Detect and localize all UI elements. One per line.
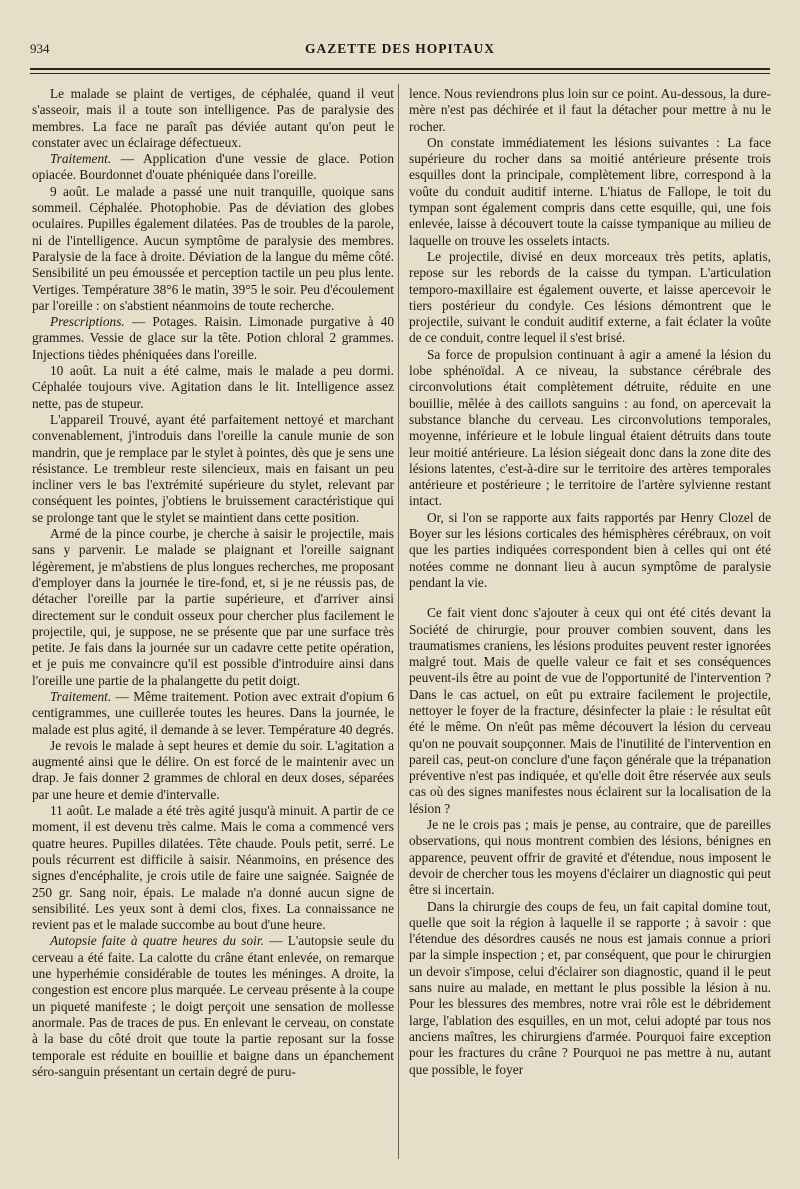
paragraph [32,184,394,314]
header-rule-thin [30,73,770,74]
paragraph [32,412,394,526]
paragraph-text: 11 août. Le malade a été très agité jusqu'à minuit. A partir de ce moment, il est devenu très calme. Mais le coma a commencé vers quatre heures. Pupilles dilatées. Tête chaude. Pouls petit, serré. Le pouls récurrent est difficile à saisir. Néanmoins, en présence des signes d'encéphalite, je crois utile de faire une saignée. Saignée de 250 gr. Sang noir, épais. Le malade n'a donné aucun signe de sensibilité. Les yeux sont à demi clos, fixes. La connaissance ne revient pas et le malade succombe au bout d'une heure. [32,803,394,933]
paragraph-text: — Même traitement. Potion avec extrait d'opium 6 centigrammes, une cuillerée toutes les heures. Dans la journée, le malade est plus agité, il demande à se lever. Température 40 degrés. [32,688,394,737]
paragraph: Dans la chirurgie des coups de feu, un fait capital domine tout, quelle que soit la région à laquelle il se rapporte ; à savoir : que l'étendue des désordres causés ne nous est jamais connue a priori par la simple inspection ; et, par conséquent, que pour le chirurgien un devoir s'impose, celui d'éclairer son diagnostic, quand il le peut sans nuire au malade, en mettant le plus possible la lésion à nu. Pour les blessures des membres, notre vrai rôle est le débridement large, l'ablation des esquilles, en un mot, celui adopté par tous nos anciens maîtres, les chirurgiens d'armée. Pourquoi faire exception pour les fractures du crâne ? Pourquoi ne pas mettre à nu, autant que possible, le foyer [409,898,771,1077]
paragraph-text: — Potages. Raisin. Limonade purgative à 40 grammes. Vessie de glace sur la tête. Potion chloral 2 grammes. Injections tièdes phéniquées dans l'oreille. [32,314,394,362]
left-column [32,86,394,1080]
paragraph-text: Le malade se plaint de vertiges, de céphalée, quand il veut s'asseoir, mais il a toute son intelligence. Pas de paralysie des membres. La face ne paraît pas déviée autant qu'on peut le constater avec un éclairage défectueux. [32,86,394,150]
paragraph [32,314,394,363]
paragraph-lead: Autopsie faite à quatre heures du soir. [50,933,264,949]
paragraph-text: L'appareil Trouvé, ayant été parfaitement nettoyé et marchant convenablement, j'introduis dans l'oreille la canule munie de son mandrin, que je remplace par le stylet à pointes, dès que je sens une résistance. Le trembleur reste silencieux, mais en faisant un peu incliner vers le bas l'extrémité supérieure du stylet, relevant par conséquent les pointes, j'obtiens le bruissement caractéristique qui se prolonge tant que le stylet se maintient dans cette position. [32,411,394,525]
right-column [409,86,771,1078]
paragraph-text: — Application d'une vessie de glace. Potion opiacée. Bourdonnet d'ouate phéniquée dans l'oreille. [32,151,394,183]
header-rule [30,68,770,70]
paragraph: lence. Nous reviendrons plus loin sur ce point. Au-dessous, la dure-mère n'est pas déchirée et il faut la détacher pour mettre à nu le rocher. [409,86,771,134]
page-header [30,41,770,63]
paragraph: Or, si l'on se rapporte aux faits rapportés par Henry Clozel de Boyer sur les lésions corticales des hémisphères cérébraux, on voit que les parties indiquées correspondent bien à celles qui ont été notées comme ne donnant lieu à aucun symptôme de paralysie pendant la vie. [409,509,771,590]
paragraph-lead: Prescriptions. [50,314,125,330]
paragraph: Ce fait vient donc s'ajouter à ceux qui ont été cités devant la Société de chirurgie, pour prouver combien souvent, dans les traumatismes craniens, les lésions produites peuvent rester ignorées malgré tout. Mais de quelle valeur ce fait et ses conséquences peuvent-ils être au point de vue de l'opportunité de l'intervention ? Dans le cas actuel, on eût pu extraire facilement le projectile, nettoyer le foyer de la fracture, désinfecter la plaie : le résultat eût été le même. On n'eût pas même découvert la lésion du cerveau qu'on ne pouvait soupçonner. Mais de l'inutilité de l'intervention en pareil cas, peut-on conclure d'une façon générale que la trépanation préventive n'est pas indiquée, et qu'elle doit être réservée aux seuls cas où des signes manifestes nous éclairent sur la localisation de la lésion ? [409,605,771,816]
paragraph-text: — L'autopsie seule du cerveau a été faite. La calotte du crâne étant enlevée, on remarque une hyperhémie considérable de toutes les méninges. A droite, la congestion est encore plus marquée. Le cerveau présente à la coupe un piqueté manifeste ; le doigt perçoit une sensation de mollesse anormale. Pas de traces de pus. En enlevant le cerveau, on constate à la base du côté droit que toute la partie reposant sur la fosse temporale est réduite en bouillie et baigne dans un épanchement séro-sanguin présentant un certain degré de puru- [32,933,394,1079]
paragraph [32,933,394,1080]
paragraph: Sa force de propulsion continuant à agir a amené la lésion du lobe sphénoïdal. A ce niveau, la substance cérébrale des circonvolutions était complètement détruite, réduite en une bouillie, mêlée à des caillots sanguins : au fond, on apercevait la substance blanche du cerveau. Les circonvolutions temporales, moyenne, inférieure et le lobule lingual étaient détruits dans toute leur moitié antérieure. La lésion siégeait donc dans la zone dite des lésions latentes, c'est-à-dire sur le territoire des artères temporales antérieure et postérieure ; le territoire de l'artère sylvienne restant intact. [409,346,771,509]
page-number: 934 [30,41,50,56]
paragraph [32,689,394,738]
column-divider [398,84,399,1159]
paragraph-lead: Traitement. [50,688,112,704]
paragraph [32,151,394,184]
paragraph-text: 10 août. La nuit a été calme, mais le malade a peu dormi. Céphalée toujours vive. Agitation dans le lit. Intelligence assez nette, pas de stupeur. [32,363,394,411]
paragraph [32,738,394,803]
paragraph [32,803,394,933]
paragraph [32,86,394,151]
paragraph: Le projectile, divisé en deux morceaux très petits, aplatis, repose sur les rebords de la caisse du tympan. L'articulation temporo-maxillaire est également ouverte, et laisse apercevoir le tiers postérieur du condyle. Ces lésions démontrent que le projectile, suivant le conduit auditif externe, a fait éclater la voûte de ce conduit, contre lequel il s'est brisé. [409,248,771,346]
paragraph-lead: Traitement. [50,151,112,167]
paragraph: Je ne le crois pas ; mais je pense, au contraire, que de pareilles observations, qui nous montrent combien des lésions, bénignes en apparence, peuvent offrir de gravité et d'étendue, nous imposent le devoir de chercher tous les moyens d'éclairer un diagnostic qui peut être si incertain. [409,817,771,898]
paragraph-text: 9 août. Le malade a passé une nuit tranquille, quoique sans sommeil. Céphalée. Photophobie. Pas de déviation des globes oculaires. Pupilles également dilatées. Pas de troubles de la parole, ni de l'intelligence. Aucun symptôme de paralysie des membres. Paralysie de la face à droite. Déviation de la langue du même côté. Sensibilité un peu émoussée et perception tactile un peu plus lente. Vertiges. Température 38°6 le matin, 39°5 le soir. Peu d'écoulement par l'oreille : on s'abstient néanmoins de toute recherche. [32,183,394,313]
paragraph-text: Armé de la pince courbe, je cherche à saisir le projectile, mais sans y parvenir. Le malade se plaignant et l'oreille saignant légèrement, je m'abstiens de plus longues recherches, me proposant d'employer dans la journée le tire-fond, et, si je ne réussis pas, de détacher l'oreille par la partie supérieure, et d'arriver ainsi directement sur le conduit osseux pour chercher plus facilement le projectile, qui, je suppose, ne se présente que par une surface très petite. Je fais dans la journée sur un cadavre cette petite opération, et je puis me convaincre qu'il est possible d'introduire ainsi dans l'oreille une partie de la phalangette du petit doigt. [32,526,394,688]
paragraph [32,363,394,412]
paragraph [32,526,394,689]
paragraph-text: Je revois le malade à sept heures et demie du soir. L'agitation a augmenté ainsi que le délire. On est forcé de le maintenir avec un drap. Je fais donner 2 grammes de chloral en deux doses, séparées par une heure et demie d'intervalle. [32,737,394,802]
journal-title: GAZETTE DES HOPITAUX [304,41,496,56]
paragraph: On constate immédiatement les lésions suivantes : La face supérieure du rocher dans sa moitié antérieure présente trois esquilles dont la principale, complètement libre, correspond à la voûte du conduit auditif interne. L'hiatus de Fallope, le toit du tympan sont également compris dans cette esquille, qui, une fois enlevée, laisse à découvert toute la caisse tympanique au milieu de laquelle on trouve les osselets intacts. [409,134,771,248]
